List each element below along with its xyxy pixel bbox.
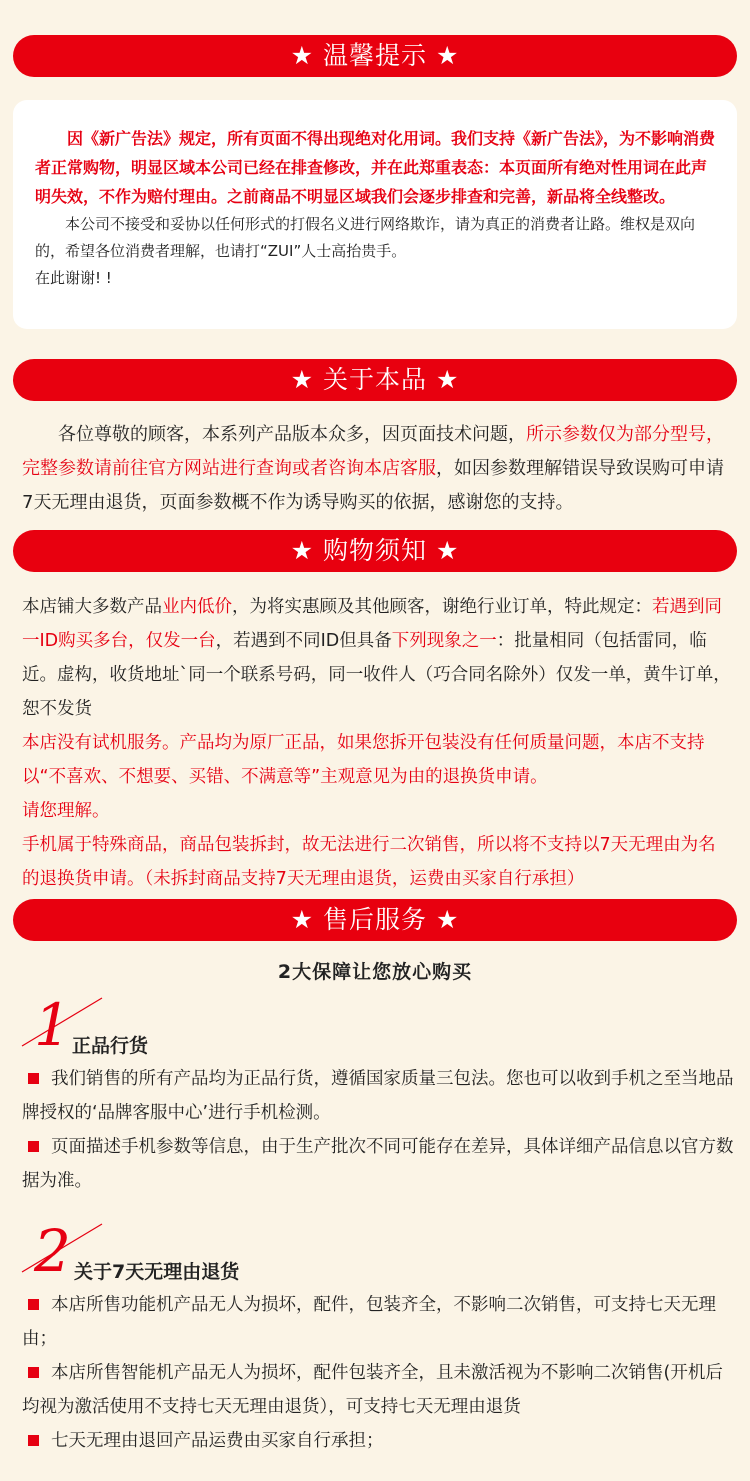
- shopping-para-1: [22, 590, 732, 726]
- list-item-text: 本店所售功能机产品无人为损坏，配件，包装齐全，不影响二次销售，可支持七天无理由；: [22, 1295, 716, 1349]
- shop-p1-c: ，为将实惠顾及其他顾客，谢绝行业订单，特此规定：: [232, 597, 652, 617]
- guarantee-2-list: [22, 1288, 737, 1458]
- about-text-part3: ，如因参数理解错误导致误购可申请7天无理由退货，页面参数概不作为诱导购买的依据，感谢您的支持。: [22, 458, 724, 513]
- list-item: [22, 1356, 737, 1424]
- list-item: [22, 1062, 737, 1130]
- square-bullet-icon: [28, 1299, 39, 1310]
- list-item-text: 本店所售智能机产品无人为损坏，配件包装齐全，且未激活视为不影响二次销售(开机后均视为激活使用不支持七天无理由退货），可支持七天无理由退货: [22, 1363, 723, 1417]
- shopping-para-3: 请您理解。: [22, 801, 110, 821]
- shop-p1-g: ：批量相同（包括雷同，临近。虚构，收货地址`同一个联系号码，同一收件人（巧合同名除外）仅发一单，黄牛订单，恕不发货: [22, 631, 731, 719]
- guarantee-1-list: [22, 1062, 737, 1198]
- aftersales-subtitle: 2大保障让您放心购买: [277, 961, 473, 983]
- list-item: [22, 1424, 737, 1458]
- about-banner: ★ 关于本品 ★: [13, 359, 737, 401]
- guarantee-1-title: 正品行货: [72, 1035, 149, 1057]
- aftersales-banner: ★ 售后服务 ★: [13, 899, 737, 941]
- shop-p1-f: 下列现象之一: [391, 631, 497, 651]
- notice-box: [13, 100, 737, 329]
- shop-p1-a: 本店铺大多数产品: [22, 597, 162, 617]
- list-item: [22, 1288, 737, 1356]
- guarantee-2-title: 关于7天无理由退货: [74, 1261, 240, 1283]
- square-bullet-icon: [28, 1073, 39, 1084]
- list-item-text: 我们销售的所有产品均为正品行货，遵循国家质量三包法。您也可以收到手机之至当地品牌授权的‘品牌客服中心’进行手机检测。: [22, 1069, 734, 1123]
- notice-banner: ★ 温馨提示 ★: [13, 35, 737, 77]
- square-bullet-icon: [28, 1435, 39, 1446]
- shopping-banner: ★ 购物须知 ★: [13, 530, 737, 572]
- list-item-text: 页面描述手机参数等信息，由于生产批次不同可能存在差异，具体详细产品信息以官方数据为准。: [22, 1137, 734, 1191]
- shop-p1-d: 若遇到同一ID购买多台，仅发一台: [22, 597, 722, 651]
- notice-dark-paragraph: 本公司不接受和妥协以任何形式的打假名义进行网络欺诈，请为真正的消费者让路。维权是双向的，希望各位消费者理解，也请打“ZUI”人士高抬贵手。: [35, 215, 696, 260]
- about-text-part1: 各位尊敬的顾客，本系列产品版本众多，因页面技术问题，: [58, 424, 526, 445]
- list-item-text: 七天无理由退回产品运费由买家自行承担；: [51, 1431, 384, 1451]
- notice-red-paragraph: 因《新广告法》规定，所有页面不得出现绝对化用词。我们支持《新广告法》，为不影响消费者正常购物，明显区域本公司已经在排查修改，并在此郑重表态：本页面所有绝对性用词在此声明失效，不作为赔付理由。之前商品不明显区域我们会逐步排查和完善，新品将全线整改。: [35, 129, 716, 206]
- square-bullet-icon: [28, 1367, 39, 1378]
- shop-p1-b: 业内低价: [162, 597, 232, 617]
- shopping-para-2: 本店没有试机服务。产品均为原厂正品，如果您拆开包装没有任何质量问题，本店不支持以“不喜欢、不想要、买错、不满意等”主观意见为由的退换货申请。: [22, 733, 705, 787]
- about-text: [22, 418, 732, 520]
- list-item: [22, 1130, 737, 1198]
- notice-thanks: 在此谢谢! !: [35, 269, 112, 287]
- about-text-highlight: 所示参数仅为部分型号，完整参数请前往官方网站进行查询或者咨询本店客服: [22, 424, 724, 479]
- shop-p1-e: ，若遇到不同ID但具备: [215, 631, 392, 651]
- guarantee-1-number: 1: [34, 991, 71, 1059]
- square-bullet-icon: [28, 1141, 39, 1152]
- guarantee-2-number: 2: [34, 1217, 71, 1285]
- shopping-text: [22, 590, 732, 896]
- shopping-para-4: 手机属于特殊商品，商品包装拆封，故无法进行二次销售，所以将不支持以7天无理由为名的退换货申请。（未拆封商品支持7天无理由退货，运费由买家自行承担）: [22, 835, 716, 889]
